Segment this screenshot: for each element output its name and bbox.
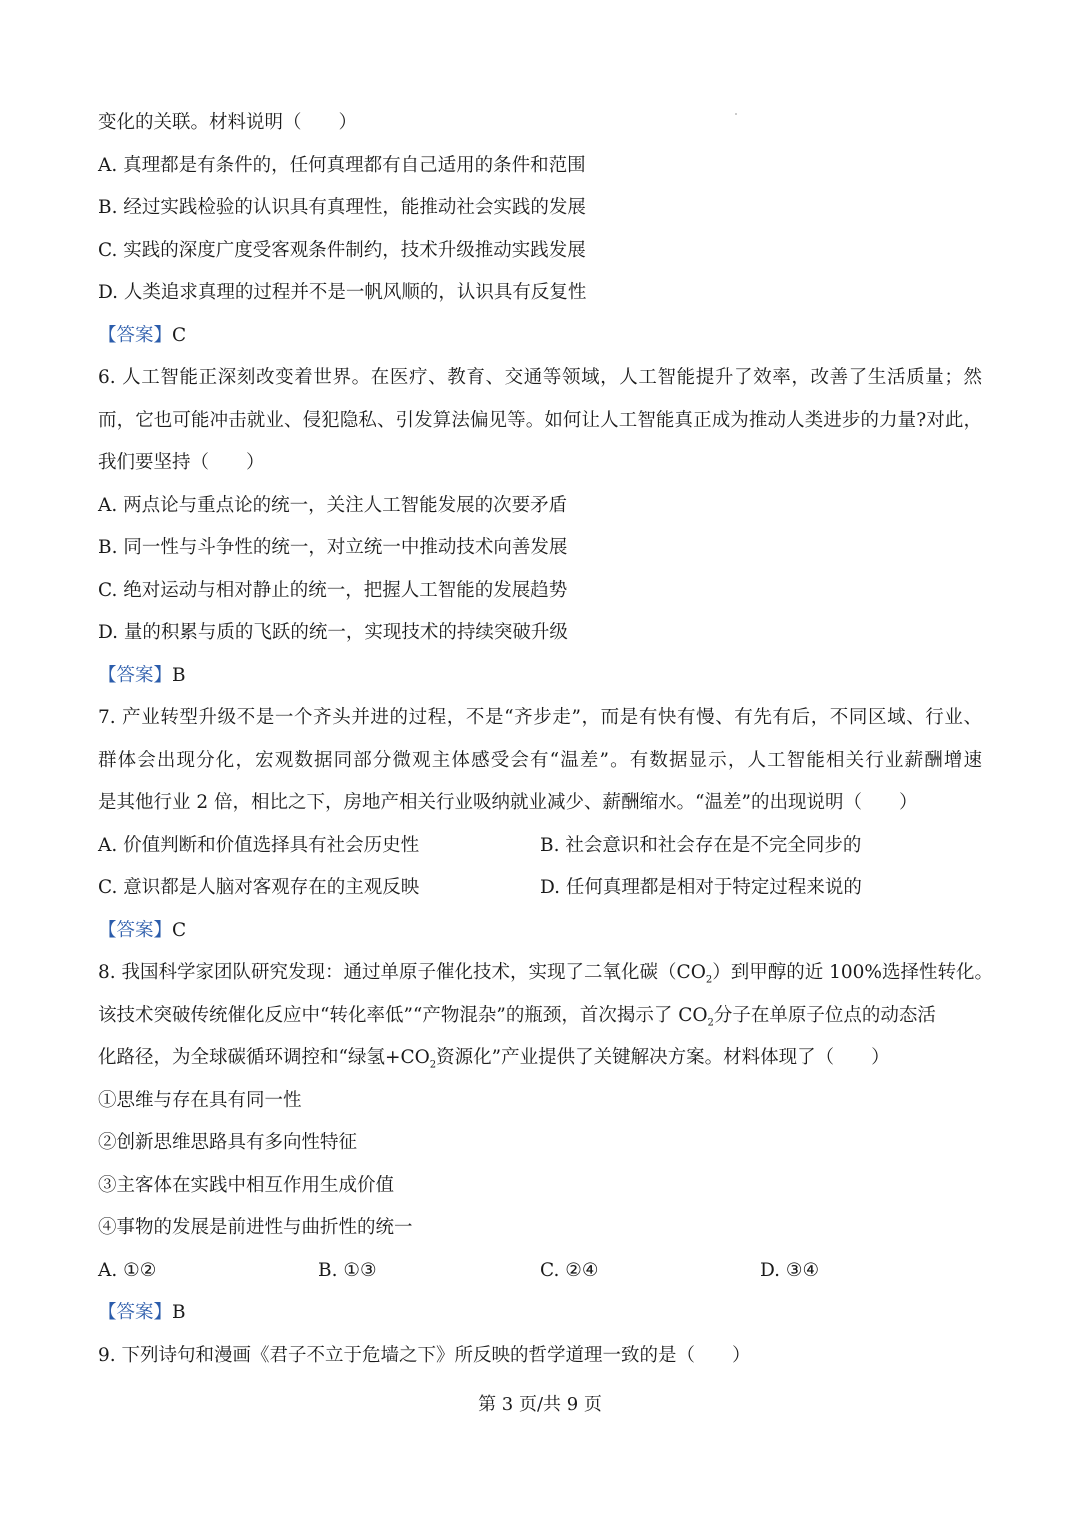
q6-stem-line-1: 6. 人工智能正深刻改变着世界。在医疗、教育、交通等领域，人工智能提升了效率，改善了生活质量；然 xyxy=(98,367,982,388)
q6-option-b: B. 同一性与斗争性的统一，对立统一中推动技术向善发展 xyxy=(98,537,568,558)
q8-option-d: D. ③④ xyxy=(760,1260,820,1281)
q9-stem: 9. 下列诗句和漫画《君子不立于危墙之下》所反映的哲学道理一致的是（ ） xyxy=(98,1345,751,1366)
q7-stem-line-3: 是其他行业 2 倍，相比之下，房地产相关行业吸纳就业减少、薪酬缩水。“温差”的出现说明（ ） xyxy=(98,792,918,813)
q8-stem-line-2: 该技术突破传统催化反应中“转化率低”“产物混杂”的瓶颈，首次揭示了 $CO_2$分子在单原子位点的动态活 xyxy=(98,1005,936,1029)
q8-answer xyxy=(98,1300,186,1326)
answer-value: B xyxy=(172,1302,186,1323)
q5-answer xyxy=(98,323,186,349)
answer-label: 【答案】 xyxy=(98,325,173,346)
page-footer: 第 3 页/共 9 页 xyxy=(478,1394,602,1415)
q8-item-4: ④事物的发展是前进性与曲折性的统一 xyxy=(98,1217,413,1238)
q6-stem-line-2: 而，它也可能冲击就业、侵犯隐私、引发算法偏见等。如何让人工智能真正成为推动人类进步的力量?对此， xyxy=(98,410,982,431)
q7-stem-line-1: 7. 产业转型升级不是一个齐头并进的过程，不是“齐步走”，而是有快有慢、有先有后，不同区域、行业、 xyxy=(98,707,982,728)
q7-option-a: A. 价值判断和价值选择具有社会历史性 xyxy=(98,835,420,856)
q7-stem-line-2: 群体会出现分化，宏观数据同部分微观主体感受会有“温差”。有数据显示，人工智能相关行业薪酬增速 xyxy=(98,750,982,771)
q8-stem-line-1: 8. 我国科学家团队研究发现：通过单原子催化技术，实现了二氧化碳$(CO_2)$到甲醇的近 100%选择性转化。 xyxy=(98,962,994,986)
q6-option-d: D. 量的积累与质的飞跃的统一，实现技术的持续突破升级 xyxy=(98,622,568,643)
answer-label: 【答案】 xyxy=(98,920,173,941)
q8-option-b: B. ①③ xyxy=(318,1260,377,1281)
answer-value: C xyxy=(172,325,187,346)
q5-option-a: A. 真理都是有条件的，任何真理都有自己适用的条件和范围 xyxy=(98,155,586,176)
q5-option-c: C. 实践的深度广度受客观条件制约，技术升级推动实践发展 xyxy=(98,240,586,261)
q8-item-1: ①思维与存在具有同一性 xyxy=(98,1090,302,1111)
answer-label: 【答案】 xyxy=(98,1302,173,1323)
q7-option-b: B. 社会意识和社会存在是不完全同步的 xyxy=(540,835,862,856)
answer-value: B xyxy=(172,665,186,686)
answer-value: C xyxy=(172,920,187,941)
scan-speck xyxy=(735,113,737,115)
q5-option-d: D. 人类追求真理的过程并不是一帆风顺的，认识具有反复性 xyxy=(98,282,587,303)
q8-stem-line-3: 化路径，为全球碳循环调控和“绿氢$+CO_2$资源化”产业提供了关键解决方案。材料体现了（ ） xyxy=(98,1047,890,1071)
answer-label: 【答案】 xyxy=(98,665,173,686)
q6-option-c: C. 绝对运动与相对静止的统一，把握人工智能的发展趋势 xyxy=(98,580,568,601)
q7-answer xyxy=(98,918,186,944)
q6-stem-line-3: 我们要坚持（ ） xyxy=(98,452,265,473)
q5-stem-tail: 变化的关联。材料说明（ ） xyxy=(98,112,358,133)
q7-option-d: D. 任何真理都是相对于特定过程来说的 xyxy=(540,877,862,898)
q6-option-a: A. 两点论与重点论的统一，关注人工智能发展的次要矛盾 xyxy=(98,495,568,516)
q8-option-c: C. ②④ xyxy=(540,1260,599,1281)
q6-answer xyxy=(98,663,186,689)
q5-option-b: B. 经过实践检验的认识具有真理性，能推动社会实践的发展 xyxy=(98,197,586,218)
q8-option-a: A. ①② xyxy=(98,1260,157,1281)
q8-item-3: ③主客体在实践中相互作用生成价值 xyxy=(98,1175,395,1196)
q8-item-2: ②创新思维思路具有多向性特征 xyxy=(98,1132,358,1153)
q7-option-c: C. 意识都是人脑对客观存在的主观反映 xyxy=(98,877,420,898)
